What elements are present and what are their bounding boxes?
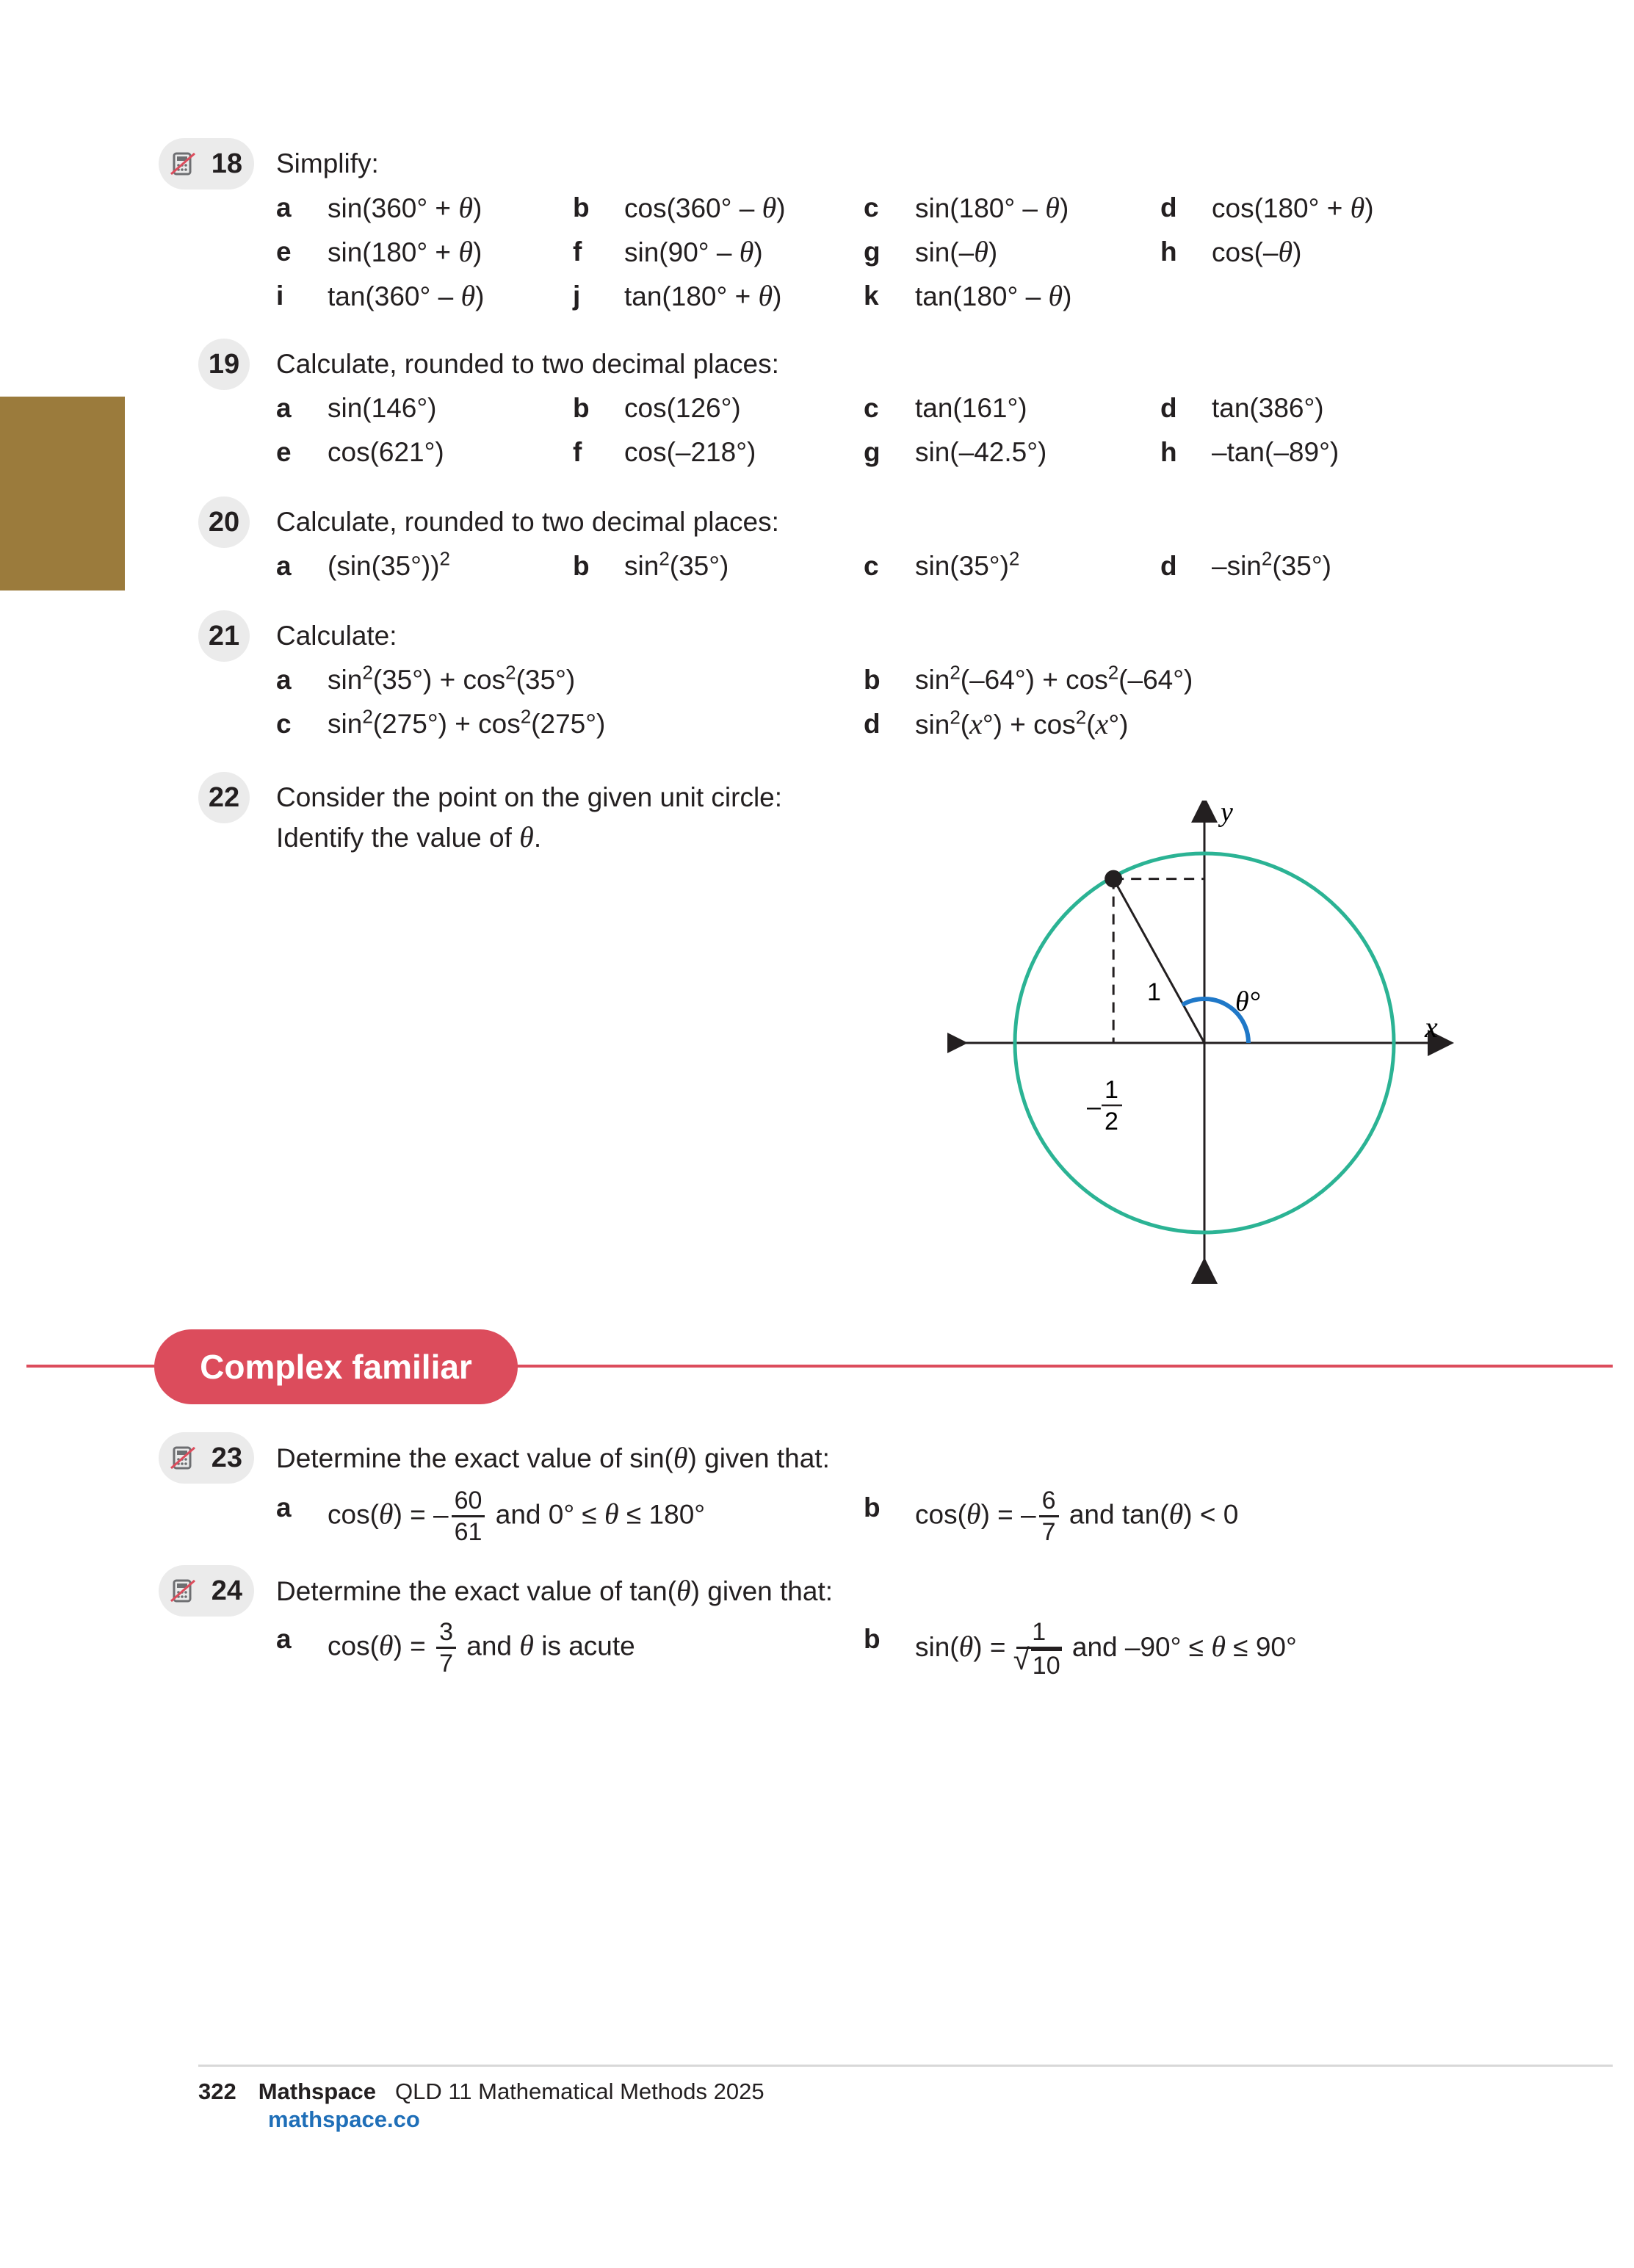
part-label: d — [1160, 192, 1177, 223]
no-calculator-icon — [170, 1578, 195, 1603]
part-label: e — [276, 437, 292, 467]
part-label: b — [573, 192, 590, 223]
part-label: d — [1160, 551, 1177, 581]
part-expression: cos(621°) — [328, 437, 444, 467]
part-label: g — [864, 437, 881, 467]
part-label: b — [864, 665, 881, 695]
part-expression: sin(180° – θ) — [915, 191, 1069, 224]
book-title: QLD 11 Mathematical Methods 2025 — [394, 2079, 764, 2104]
part-label: i — [276, 281, 284, 311]
q21-prompt: Calculate: — [276, 621, 397, 651]
q24-prompt: Determine the exact value of tan(θ) given that: — [276, 1574, 834, 1607]
part-expression: cos(–θ) — [1212, 235, 1302, 268]
part-label: d — [1160, 393, 1177, 423]
y-axis-label: y — [1221, 801, 1233, 828]
part-expression: –tan(–89°) — [1212, 437, 1340, 467]
q20-prompt: Calculate, rounded to two decimal places: — [276, 507, 779, 537]
part-expression: tan(180° + θ) — [624, 279, 782, 312]
part-label: a — [276, 551, 292, 581]
no-calculator-icon — [170, 151, 195, 176]
part-expression: sin(146°) — [328, 393, 437, 423]
question-number-21: 21 — [198, 610, 250, 662]
part-expression: $-\sin^2(35^\circ)$ — [1212, 547, 1331, 581]
part-label: b — [573, 393, 590, 423]
unit-circle-diagram — [947, 801, 1461, 1285]
part-label: a — [276, 192, 292, 223]
part-expression: sin(180° + θ) — [328, 235, 482, 268]
part-label: g — [864, 236, 881, 267]
part-expression: $(\sin(35^\circ))^2$ — [328, 547, 451, 581]
part-label: a — [276, 665, 292, 695]
page-number: 322 — [198, 2079, 236, 2104]
fraction-numerator: 1 — [1105, 1076, 1118, 1104]
question-number-24: 24 — [159, 1565, 254, 1617]
q22-line1: Consider the point on the given unit circle: — [276, 782, 783, 812]
part-expression: cos(360° – θ) — [624, 191, 786, 224]
part-expression: $\sin^2(x^\circ) + \cos^2(x^\circ)$ — [915, 706, 1129, 740]
part-expression: $\sin^2(35^\circ) + \cos^2(35^\circ)$ — [328, 661, 576, 695]
part-label: e — [276, 236, 292, 267]
part-expression: tan(161°) — [915, 393, 1027, 423]
minus-sign: – — [1087, 1093, 1101, 1121]
question-number-23: 23 — [159, 1432, 254, 1484]
chapter-side-tab — [0, 397, 125, 591]
part-label: f — [573, 236, 582, 267]
q23-prompt: Determine the exact value of sin(θ) given that: — [276, 1441, 830, 1474]
fraction-denominator: 2 — [1105, 1108, 1118, 1135]
radius-label: 1 — [1147, 978, 1161, 1006]
textbook-page: 18 Simplify: a sin(360° + θ) b cos(360° – θ) c sin(180° – θ) d cos(180° + θ) e sin(180° + θ) f sin(90° – θ) g sin(–θ) h cos(–θ) i tan(360° – θ) j tan(180° + θ) k tan(180° – θ) 19 Calculate, rounded to two decimal places: a sin(146°) b cos(126°) c tan(161°) d tan(386°) e cos(621°) f cos(–218°) g sin(–42.5°) h –tan(–89°) 20 Calculate, rounded to two decimal places: a $(\sin(35^\circ))^2$ b $\sin^2(35^\circ)$ c $\sin(35^\circ)^2$ d $-\sin^2(35^\circ)$ 21 Calculate: a $\sin^2(35^\circ) + \cos^2(35^\circ)$ b $\sin^2(-64^\circ) + \cos^2(-64^\circ)$ c $\sin^2(275^\circ) + \cos^2(275^\circ)$ d $\sin^2(x^\circ) + \cos^2(x^\circ)$ 22 Consider the point on the given unit circle: Identify the value of θ. y x 1 θ° – 1 2 Complex familiar 23 Determine the exact value of sin(θ) given that: a cos(θ) = – $\frac{60}{61}$ and 0° ≤ θ ≤ 180° b cos(θ) = – $\frac{6}{7}$ and tan(θ) < 0 24 Determine the exact value of tan(θ) given that: a cos(θ) = $\frac{3}{7}$ and θ is acute b sin(θ) = 1 √ 10 and –90° ≤ θ ≤ 90° 322 Mathspace QLD 11 Mathematical Methods 2025 mathspace.co — [0, 0, 1634, 2268]
part-expression: cos(180° + θ) — [1212, 191, 1374, 224]
part-expression: sin(–42.5°) — [915, 437, 1047, 467]
part-expression: tan(386°) — [1212, 393, 1324, 423]
part-expression: $\sin^2(-64^\circ) + \cos^2(-64^\circ)$ — [915, 661, 1193, 695]
part-label: k — [864, 281, 879, 311]
question-number-20: 20 — [198, 496, 250, 548]
part-expression: $\sin(35^\circ)^2$ — [915, 547, 1020, 581]
section-heading: Complex familiar — [154, 1329, 518, 1404]
angle-label: θ° — [1235, 986, 1260, 1017]
part-label: c — [864, 551, 879, 581]
part-label: a — [276, 393, 292, 423]
part-expression: tan(360° – θ) — [328, 279, 485, 312]
question-number-22: 22 — [198, 772, 250, 823]
question-number-19: 19 — [198, 339, 250, 390]
part-label: j — [573, 281, 581, 311]
part-label: c — [864, 393, 879, 423]
part-expression: $\sin^2(35^\circ)$ — [624, 547, 729, 581]
part-expression: $\sin^2(275^\circ) + \cos^2(275^\circ)$ — [328, 705, 606, 739]
part-expression: sin(360° + θ) — [328, 191, 482, 224]
part-expression: cos(126°) — [624, 393, 741, 423]
part-label: c — [276, 709, 292, 739]
part-label: b — [573, 551, 590, 581]
part-label: f — [573, 437, 582, 467]
publisher-name: Mathspace — [258, 2079, 376, 2104]
footer-divider — [198, 2065, 1613, 2067]
q22-line2: Identify the value of θ. — [276, 820, 542, 853]
part-label: c — [864, 192, 879, 223]
q18-prompt: Simplify: — [276, 148, 379, 178]
part-label: d — [864, 709, 881, 739]
part-label: h — [1160, 236, 1177, 267]
radius-line — [1113, 879, 1204, 1043]
publisher-link[interactable]: mathspace.co — [268, 2106, 420, 2132]
part-expression: sin(–θ) — [915, 235, 998, 268]
page-footer — [198, 2077, 764, 2106]
question-number-18: 18 — [159, 138, 254, 189]
no-calculator-icon — [170, 1445, 195, 1470]
part-expression: cos(–218°) — [624, 437, 756, 467]
point-on-circle — [1105, 870, 1122, 888]
part-label: h — [1160, 437, 1177, 467]
part-expression: tan(180° – θ) — [915, 279, 1072, 312]
part-expression: sin(90° – θ) — [624, 235, 763, 268]
x-axis-label: x — [1425, 1011, 1438, 1044]
q19-prompt: Calculate, rounded to two decimal places: — [276, 349, 779, 379]
